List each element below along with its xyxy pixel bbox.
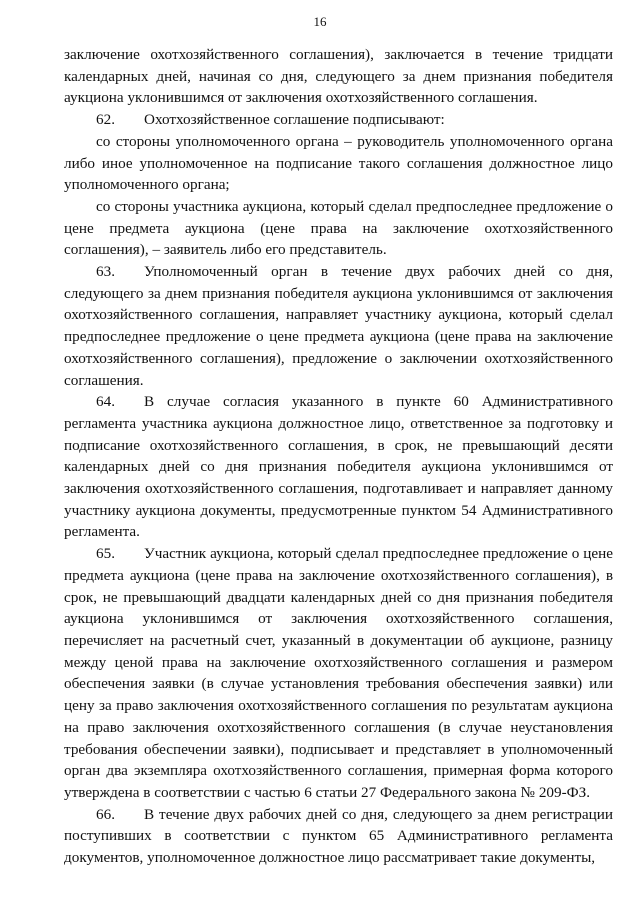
paragraph-64 <box>64 391 613 543</box>
page-number: 16 <box>313 14 327 29</box>
paragraph-text: Охотхозяйственное соглашение подписывают: <box>144 111 445 129</box>
paragraph-62-authority-side <box>64 131 613 196</box>
paragraph-number: 63. <box>96 263 115 281</box>
paragraph-65 <box>64 543 613 803</box>
paragraph-text: со стороны участника аукциона, который сделал предпоследнее предложение о цене предмета аукциона (цене права на заключение охотхозяйственного соглашения), – заявитель либо его представитель. <box>64 197 613 259</box>
paragraph-text: В случае согласия указанного в пункте 60 Административного регламента участника аукциона должностное лицо, ответственное за подготовку и подписание охотхозяйственного соглашения, в срок, не превышающий десяти календарных дней со дня признания победителя аукциона уклонившимся от заключения охотхозяйственного соглашения, подготавливает и направляет данному участнику аукциона документы, предусмотренные пунктом 54 Административного регламента. <box>64 393 613 541</box>
paragraph-text: В течение двух рабочих дней со дня, следующего за днем регистрации поступивших в соответствии с пунктом 65 Административного регламента документов, уполномоченное должностное лицо рассматривает такие документы, <box>64 805 613 867</box>
paragraph-66 <box>64 804 613 869</box>
paragraph-number: 64. <box>96 393 115 411</box>
paragraph-text: со стороны уполномоченного органа – руководитель уполномоченного органа либо иное уполномоченное на подписание такого соглашения должностное лицо уполномоченного органа; <box>64 132 613 194</box>
paragraph-continuation <box>64 44 613 109</box>
paragraph-62-participant-side <box>64 196 613 261</box>
paragraph-63 <box>64 261 613 391</box>
paragraph-text: заключение охотхозяйственного соглашения), заключается в течение тридцати календарных дней, начиная со дня, следующего за днем признания победителя аукциона уклонившимся от заключения охотхозяйственного соглашения. <box>64 46 613 107</box>
document-body <box>64 44 613 869</box>
paragraph-text: Участник аукциона, который сделал предпоследнее предложение о цене предмета аукциона (цене права на заключение охотхозяйственного соглашения), в срок, не превышающий двадцати календарных дней со дня признания победителя аукциона уклонившимся от заключения охотхозяйственного соглашения, перечисляет на расчетный счет, указанный в документации об аукционе, разницу между ценой права на заключение охотхозяйственного соглашения и размером обеспечения заявки (в случае установления требования обеспечения заявки) или цену за право заключения охотхозяйственного соглашения по результатам аукциона на право заключения охотхозяйственного соглашения (в случае неустановления требования обеспечении заявки), подписывает и представляет в уполномоченный орган два экземпляра охотхозяйственного соглашения, примерная форма которого утверждена в соответствии с частью 6 статьи 27 Федерального закона № 209-ФЗ. <box>64 545 613 801</box>
paragraph-62 <box>64 109 613 131</box>
paragraph-number: 66. <box>96 805 115 823</box>
paragraph-number: 65. <box>96 545 115 563</box>
paragraph-number: 62. <box>96 111 115 129</box>
paragraph-text: Уполномоченный орган в течение двух рабочих дней со дня, следующего за днем признания победителя аукциона уклонившимся от заключения охотхозяйственного соглашения, направляет участнику аукциона, который сделал предпоследнее предложение о цене предмета аукциона (цене права на заключение охотхозяйственного соглашения), предложение о заключении охотхозяйственного соглашения. <box>64 263 613 389</box>
